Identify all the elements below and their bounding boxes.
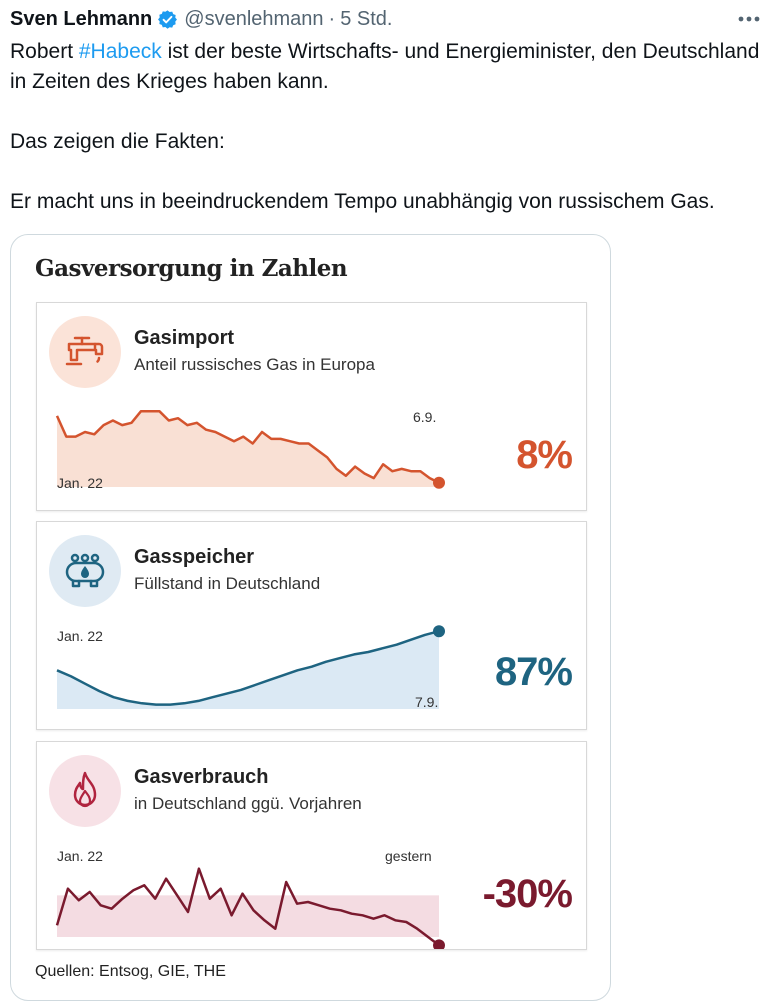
panel-gasimport: [36, 302, 587, 511]
tweet-text-segment: ist der beste Wirtschafts- und Energieminister, den Deutschland in Zeiten des Krieges haben kann.: [10, 40, 760, 93]
chart-start-label: Jan. 22: [57, 475, 103, 491]
chart-area-fill: [57, 411, 439, 487]
chart-end-label: 7.9.: [415, 694, 439, 710]
infographic-title: Gasversorgung in Zahlen: [35, 255, 348, 282]
panel-title: Gasspeicher: [134, 546, 255, 568]
tweet-text-segment: Robert: [10, 40, 79, 63]
tweet-header: [10, 6, 768, 32]
panel-subtitle: Anteil russisches Gas in Europa: [134, 355, 375, 374]
tweet-timestamp[interactable]: 5 Std.: [340, 7, 393, 30]
panel-gasverbrauch: [36, 741, 587, 950]
verified-badge-icon: [157, 9, 178, 30]
more-options-button[interactable]: [734, 6, 764, 32]
chart-end-point: [433, 625, 445, 637]
tweet-paragraph-2: Das zeigen die Fakten:: [10, 130, 225, 153]
chart-end-point: [433, 477, 445, 489]
chart-start-label: Jan. 22: [57, 628, 103, 644]
tweet-media-image[interactable]: [10, 234, 611, 1001]
chart-end-label: gestern: [385, 848, 432, 864]
panel-title: Gasverbrauch: [134, 766, 269, 788]
panel-subtitle: Füllstand in Deutschland: [134, 574, 321, 593]
chart-end-label: 6.9.: [413, 409, 437, 425]
author-handle[interactable]: @svenlehmann: [184, 7, 324, 30]
panel-subtitle: in Deutschland ggü. Vorjahren: [134, 794, 362, 813]
panel-title: Gasimport: [134, 327, 235, 349]
headline-value: 8%: [516, 433, 572, 477]
gasverbrauch-chart: [37, 742, 586, 949]
sources-note: Quellen: Entsog, GIE, THE: [35, 963, 226, 980]
gasspeicher-chart: [37, 522, 586, 729]
more-options-icon: [737, 15, 761, 23]
headline-value: -30%: [482, 872, 572, 916]
chart-start-label: Jan. 22: [57, 848, 103, 864]
tweet-paragraph-1: [10, 37, 770, 97]
author-name[interactable]: Sven Lehmann: [10, 7, 153, 30]
tweet-text: [10, 37, 770, 217]
hashtag-link[interactable]: #Habeck: [78, 40, 162, 63]
separator-dot: ·: [328, 7, 336, 30]
panel-gasspeicher: [36, 521, 587, 730]
headline-value: 87%: [494, 650, 572, 694]
tweet-paragraph-3: Er macht uns in beeindruckendem Tempo unabhängig von russischem Gas.: [10, 190, 715, 213]
gasimport-chart: [37, 303, 586, 510]
